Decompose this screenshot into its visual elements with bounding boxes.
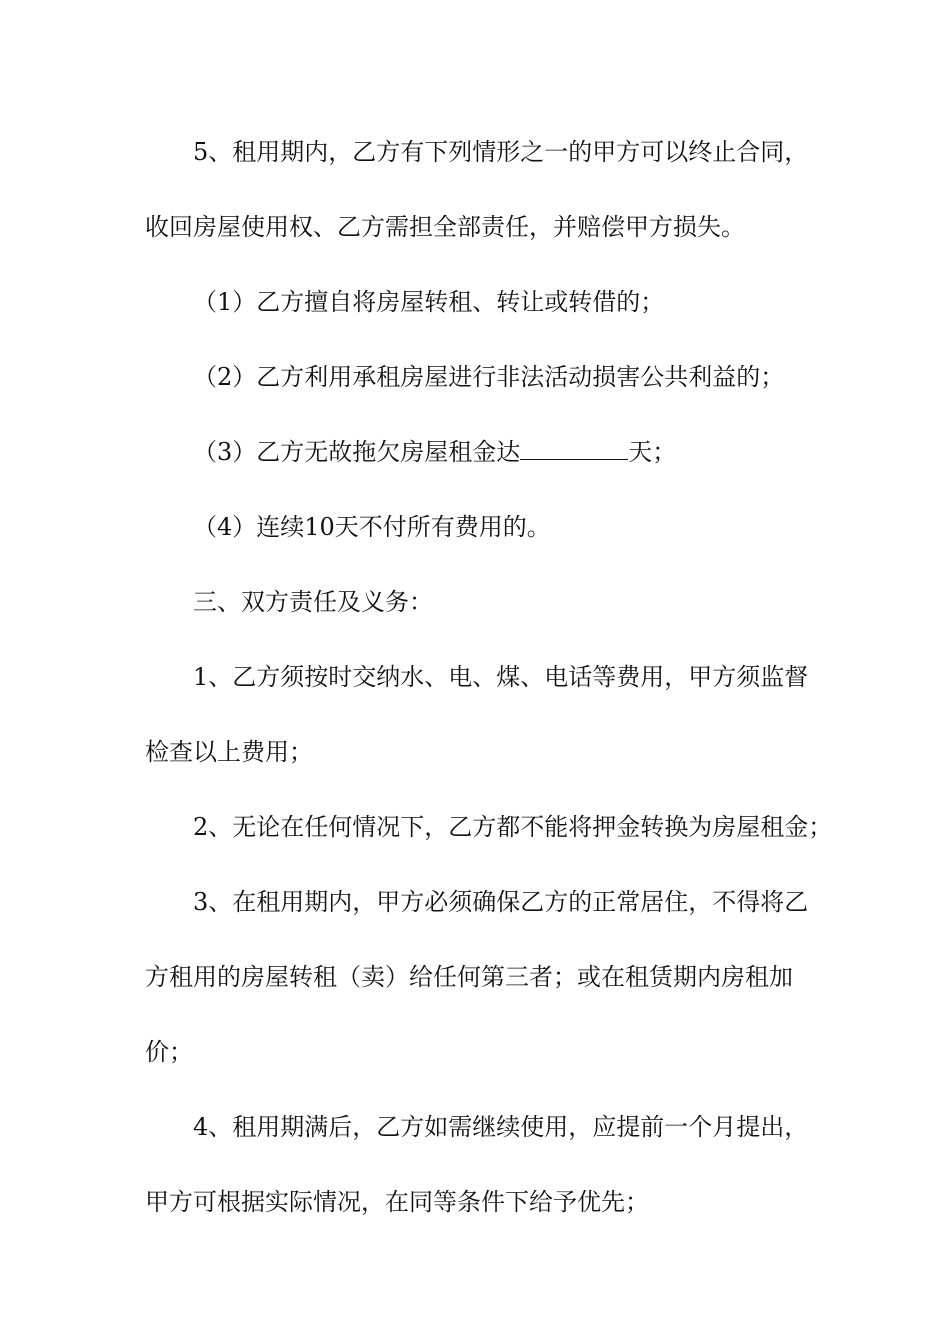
clause-5-line-1: 5、租用期内，乙方有下列情形之一的甲方可以终止合同， [193, 138, 809, 166]
duty-4-line-1: 4、租用期满后，乙方如需继续使用，应提前一个月提出， [193, 1113, 809, 1141]
clause-5-item-3-text: （3）乙方无故拖欠房屋租金达 [193, 438, 521, 466]
duty-3-line-1: 3、在租用期内，甲方必须确保乙方的正常居住，不得将乙 [193, 888, 809, 916]
duty-2-line-1: 2、无论在任何情况下，乙方都不能将押金转换为房屋租金； [193, 813, 833, 841]
section-3-heading: 三、双方责任及义务： [193, 588, 433, 616]
duty-3-line-2: 方租用的房屋转租（卖）给任何第三者；或在租赁期内房租加 [145, 963, 793, 991]
clause-5-item-3 [193, 437, 676, 467]
duty-4-line-2: 甲方可根据实际情况，在同等条件下给予优先； [145, 1188, 649, 1216]
clause-5-item-4: （4）连续10天不付所有费用的。 [193, 513, 551, 541]
clause-5-item-1: （1）乙方擅自将房屋转租、转让或转借的； [193, 288, 665, 316]
days-blank-field [520, 437, 628, 460]
duty-1-line-1: 1、乙方须按时交纳水、电、煤、电话等费用，甲方须监督 [193, 663, 809, 691]
duty-1-line-2: 检查以上费用； [145, 738, 313, 766]
duty-3-line-3: 价； [145, 1038, 193, 1066]
clause-5-line-2: 收回房屋使用权、乙方需担全部责任，并赔偿甲方损失。 [145, 213, 745, 241]
clause-5-item-3-suffix: 天； [628, 438, 677, 466]
clause-5-item-2: （2）乙方利用承租房屋进行非法活动损害公共利益的； [193, 363, 785, 391]
